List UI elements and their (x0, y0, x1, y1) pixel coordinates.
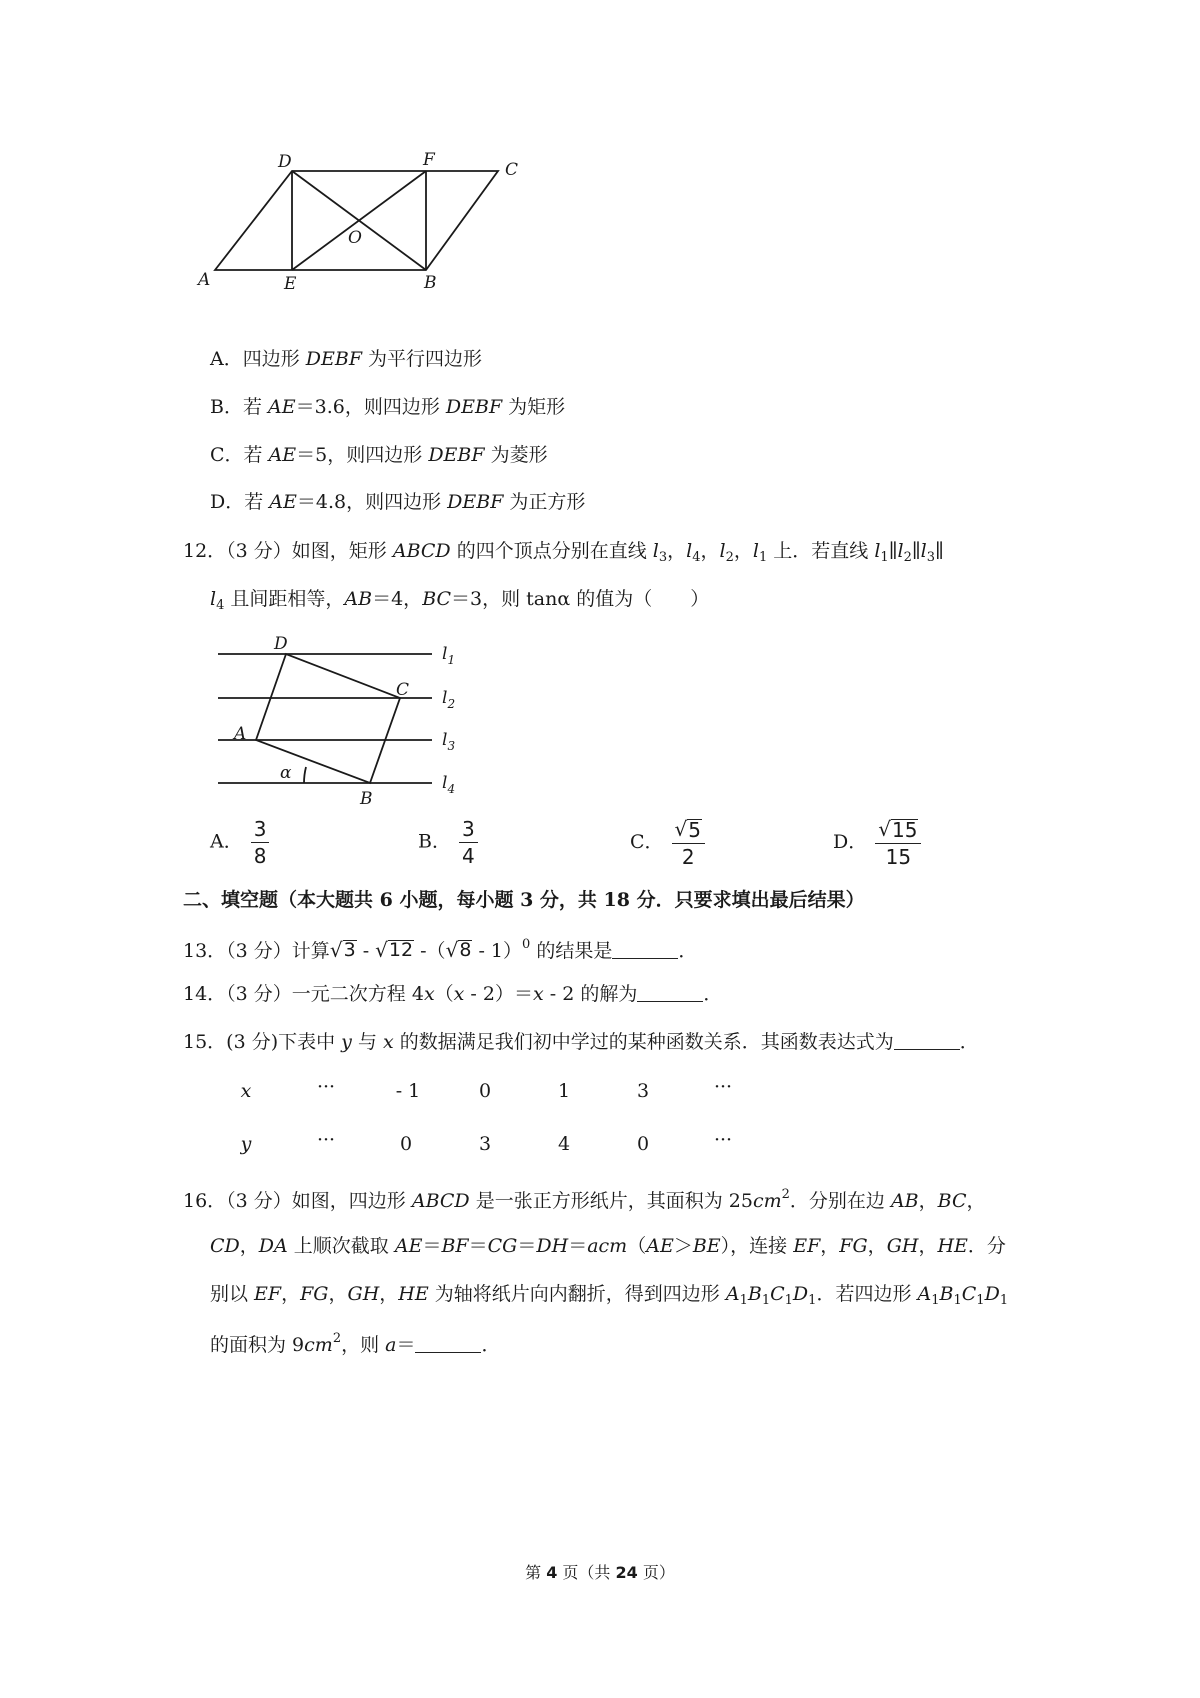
answer-blank[interactable] (637, 983, 703, 1002)
fraction-b: $\frac{3}{4}$ (459, 818, 478, 867)
q16-line2: CD，DA 上顺次截取 AE＝BF＝CG＝DH＝acm（AE＞BE），连接 EF，FG，GH，HE．分 (210, 1235, 1006, 1257)
label-c: C (396, 680, 410, 700)
table-cell: ··· (316, 1129, 336, 1151)
q12-option-d: D． √ 15 15 (833, 818, 921, 868)
q15: 15．(3 分)下表中 y 与 x 的数据满足我们初中学过的某种函数关系．其函数表达式为 ． (183, 1031, 979, 1053)
q11-option-b: B．若 AE＝3.6，则四边形 DEBF 为矩形 (210, 396, 566, 418)
q11-option-a: A．四边形 DEBF 为平行四边形 (210, 348, 483, 370)
table-cell: ··· (713, 1129, 733, 1151)
label-a: A (234, 724, 247, 744)
table-cell: x (240, 1080, 252, 1102)
answer-blank[interactable] (612, 940, 678, 959)
fraction-c: √ 5 2 (672, 818, 705, 868)
angle-alpha-arc (304, 767, 306, 783)
figure-parallelogram (190, 145, 540, 310)
q11-option-c: C．若 AE＝5，则四边形 DEBF 为菱形 (210, 444, 548, 466)
answer-blank[interactable] (415, 1334, 481, 1353)
label-e: E (284, 274, 297, 294)
parallelogram-abcd (215, 171, 498, 270)
q14: 14．（3 分）一元二次方程 4x（x - 2）＝x - 2 的解为 ． (183, 983, 723, 1005)
table-cell: 0 (636, 1133, 650, 1155)
label-b: B (424, 273, 437, 293)
table-cell: 0 (399, 1133, 413, 1155)
label-l3: $l_3$ (442, 730, 456, 753)
label-alpha: α (280, 763, 292, 783)
table-cell: y (240, 1133, 252, 1155)
fraction-d: √ 15 15 (875, 818, 921, 868)
table-cell: ··· (713, 1076, 733, 1098)
label-d: D (274, 634, 288, 654)
q12-stem-line1: 12．（3 分）如图，矩形 ABCD 的四个顶点分别在直线 $l_3$，$l_4$，$l_2$，$l_1$ 上．若直线 $l_1\parallel l_2\parallel l_3\parallel$ (183, 540, 944, 565)
label-c: C (505, 160, 519, 180)
table-cell: 3 (478, 1133, 492, 1155)
label-a: A (198, 270, 211, 290)
section-2-title: 二、填空题（本大题共 6 小题，每小题 3 分，共 18 分．只要求填出最后结果） (183, 889, 865, 911)
label-f: F (423, 150, 435, 170)
q16-line4: 的面积为 $9cm^2$，则 a＝ ． (210, 1331, 501, 1356)
figure-rectangle-parallel-lines (200, 628, 480, 808)
label-d: D (278, 152, 292, 172)
q13: 13．（3 分）计算 √ 3 - √ 12 -（ √ 8 - 1）$^0$ 的结果是 ． (183, 937, 698, 962)
table-cell: ··· (316, 1076, 336, 1098)
table-cell: 3 (636, 1080, 650, 1102)
q12-option-a: A． $\frac{3}{8}$ (210, 818, 269, 867)
page-total: 24 (615, 1563, 638, 1582)
fraction-a: $\frac{3}{8}$ (251, 818, 270, 867)
label-l2: $l_2$ (442, 688, 456, 711)
label-o: O (348, 228, 362, 248)
rectangle-abcd (256, 654, 400, 783)
label-b: B (360, 789, 373, 808)
label-l4: $l_4$ (442, 773, 456, 796)
table-cell: 1 (557, 1080, 571, 1102)
table-cell: - 1 (395, 1080, 421, 1102)
table-cell: 0 (478, 1080, 492, 1102)
q16-line1: 16．（3 分）如图，四边形 ABCD 是一张正方形纸片，其面积为 $25cm^2$．分别在边 AB，BC， (183, 1187, 986, 1212)
q12-option-c: C． √ 5 2 (630, 818, 705, 868)
answer-blank[interactable] (894, 1031, 960, 1050)
page-footer: 第 4 页（共 24 页） (525, 1563, 675, 1582)
page-number: 4 (546, 1563, 558, 1582)
q16-line3: 别以 EF，FG，GH，HE 为轴将纸片向内翻折，得到四边形 $A_1B_1C_1D_1$．若四边形 $A_1B_1C_1D_1$ (210, 1283, 1009, 1308)
table-cell: 4 (557, 1133, 571, 1155)
q12-option-b: B． $\frac{3}{4}$ (418, 818, 478, 867)
q11-option-d: D．若 AE＝4.8，则四边形 DEBF 为正方形 (210, 491, 586, 513)
label-l1: $l_1$ (442, 644, 456, 667)
q12-stem-line2: $l_4$ 且间距相等，AB＝4，BC＝3，则 tanα 的值为（ ） (210, 588, 710, 613)
